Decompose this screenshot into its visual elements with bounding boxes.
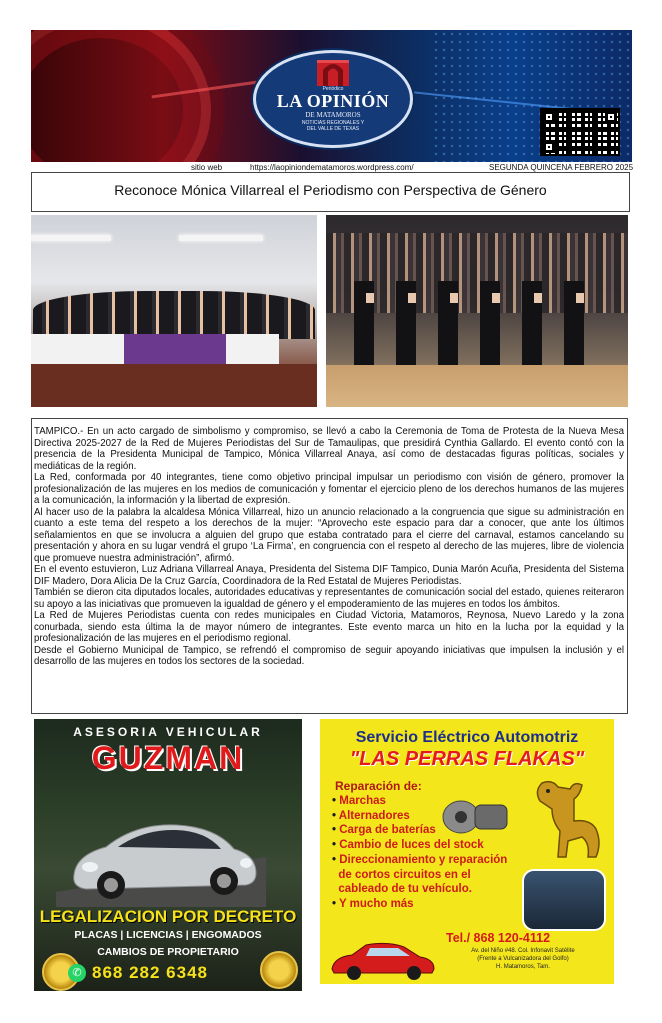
qr-code-icon[interactable] (540, 108, 620, 156)
newspaper-logo[interactable] (253, 50, 413, 148)
ad-guzman-phone[interactable]: 868 282 6348 (92, 963, 208, 982)
logo-tagline: DEL VALLE DE TEXAS (306, 126, 360, 132)
site-label: sitio web (191, 163, 223, 172)
ad-perras-title: Servicio Eléctrico Automotriz (355, 729, 579, 746)
ad-guzman-services: PLACAS | LICENCIAS | ENGOMADOS (74, 929, 262, 941)
ad-guzman-services2: CAMBIOS DE PROPIETARIO (97, 946, 239, 958)
logo-tagline: NOTICIAS REGIONALES Y (301, 120, 365, 126)
decorative-rings (31, 30, 211, 162)
list-item: • Marchas (332, 795, 386, 807)
ad-perras-repair-label: Reparación de: (335, 779, 422, 793)
article-body (31, 418, 628, 714)
red-car-icon (328, 939, 438, 981)
logo-subtitle: DE MATAMOROS (305, 111, 361, 119)
gold-seal-icon (260, 951, 298, 989)
arch-icon (315, 58, 351, 86)
article-headline: Reconoce Mónica Villarreal el Periodismo con Perspectiva de Género (114, 182, 547, 198)
article-paragraph: En el evento estuvieron, Luz Adriana Villarreal Anaya, Presidenta del Sistema DIF Tampico, Dunia Marón Acuña, Presidenta del Sistema DIF Madero, Dora Alicia De la Cruz García, Coordinadora de la Red Estatal de Mujeres Periodistas. (34, 564, 624, 587)
list-item: • Alternadores (332, 809, 410, 822)
whatsapp-icon: ✆ (68, 964, 86, 982)
article-paragraph: La Red de Mujeres Periodistas cuenta con redes municipales en Ciudad Victoria, Matamoros, Reynosa, Nuevo Laredo y la zona conurbada, siendo esta última la de mayor número de integrantes. Este evento marca un hito en la lucha por la equidad y la profesionalización de las mujeres en el periodismo regional. (34, 610, 624, 644)
article-paragraph: Al hacer uso de la palabra la alcaldesa Mónica Villarreal, hizo un anuncio relacionado a la congruencia que sigue su administración en cuanto a este tema del respeto a los derechos de la mujer: “Aprovecho este espacio para dar a conocer, que ante los últimos señalamientos en que se involucra a alguien del grupo que estaba contratado para el cierre del carnaval, estamos cancelando su presentación y ahora en su lugar vendrá el grupo ‘La Firma’, en congruencia con el respeto al derecho de las mujeres, libre de violencia que promueve nuestra administración”, afirmó. (34, 506, 624, 564)
ad-guzman[interactable] (34, 719, 302, 991)
ad-guzman-name: GUZMAN (91, 740, 245, 776)
mechanic-photo (522, 869, 606, 931)
header-banner (31, 30, 632, 162)
article-paragraph: Desde el Gobierno Municipal de Tampico, se refrendó el compromiso de seguir apoyando iniciativas que impulsen la inclusión y el desarrollo de las mujeres en todos los sectores de la sociedad. (34, 644, 624, 667)
headline-box (31, 172, 630, 212)
ad-perras-name: "LAS PERRAS FLAKAS" (349, 748, 585, 770)
ad-perras-address: Av. del Niño #48. Col. Infonavit Satélite (Frente a Vulcanizadora del Golfo) H. Matamoros, Tam. (471, 948, 575, 970)
list-item: • Y mucho más (332, 897, 414, 910)
ad-guzman-top: ASESORIA VEHICULAR (73, 725, 263, 739)
edition-date: SEGUNDA QUINCENA FEBRERO 2025 (489, 163, 634, 172)
list-item: de cortos circuitos en el (338, 868, 471, 881)
alternator-icon (435, 797, 511, 837)
logo-title: LA OPINIÓN (276, 91, 390, 111)
logo-small-text: Periódico (322, 86, 344, 92)
ad-perras-flakas[interactable] (320, 719, 614, 984)
event-photo-group (31, 215, 317, 407)
list-item: • Cambio de luces del stock (332, 839, 484, 852)
list-item: cableado de tu vehículo. (338, 883, 472, 896)
article-paragraph: La Red, conformada por 40 integrantes, tiene como objetivo principal impulsar un periodismo con visión de género, promover la profesionalización de las mujeres en los medios de comunicación y fomentar el ejercicio pleno de los derechos humanos de las mujeres a la comunicación, la información y la libertad de expresión. (34, 472, 624, 506)
list-item: • Carga de baterías (332, 824, 436, 837)
list-item: • Direccionamiento y reparación (332, 853, 508, 866)
event-photo-ceremony (326, 215, 628, 407)
article-paragraph: También se dieron cita diputados locales, autoridades educativas y representantes de comunicación social del estado, quienes reiteraron su apoyo a las iniciativas que promueven la igualdad de género y el empoderamiento de las mujeres en todos los ámbitos. (34, 587, 624, 610)
site-url-link[interactable]: https://laopiniondematamoros.wordpress.com/ (250, 163, 414, 172)
dog-icon (530, 771, 610, 861)
ad-perras-phone[interactable]: Tel./ 868 120-4112 (446, 931, 551, 945)
article-paragraph: TAMPICO.- En un acto cargado de simbolismo y compromiso, se llevó a cabo la Ceremonia de Toma de Protesta de la Nueva Mesa Directiva 2025-2027 de la Red de Mujeres Periodistas del Sur de Tamaulipas, que presidirá Cynthia Gallardo. El evento contó con la presencia de la Presidenta Municipal de Tampico, Mónica Villarreal Anaya, así como de destacadas figuras políticas, sociales y mediáticas de la región. (34, 426, 624, 472)
ad-guzman-headline: LEGALIZACION POR DECRETO (39, 907, 297, 926)
car-icon (56, 797, 266, 907)
